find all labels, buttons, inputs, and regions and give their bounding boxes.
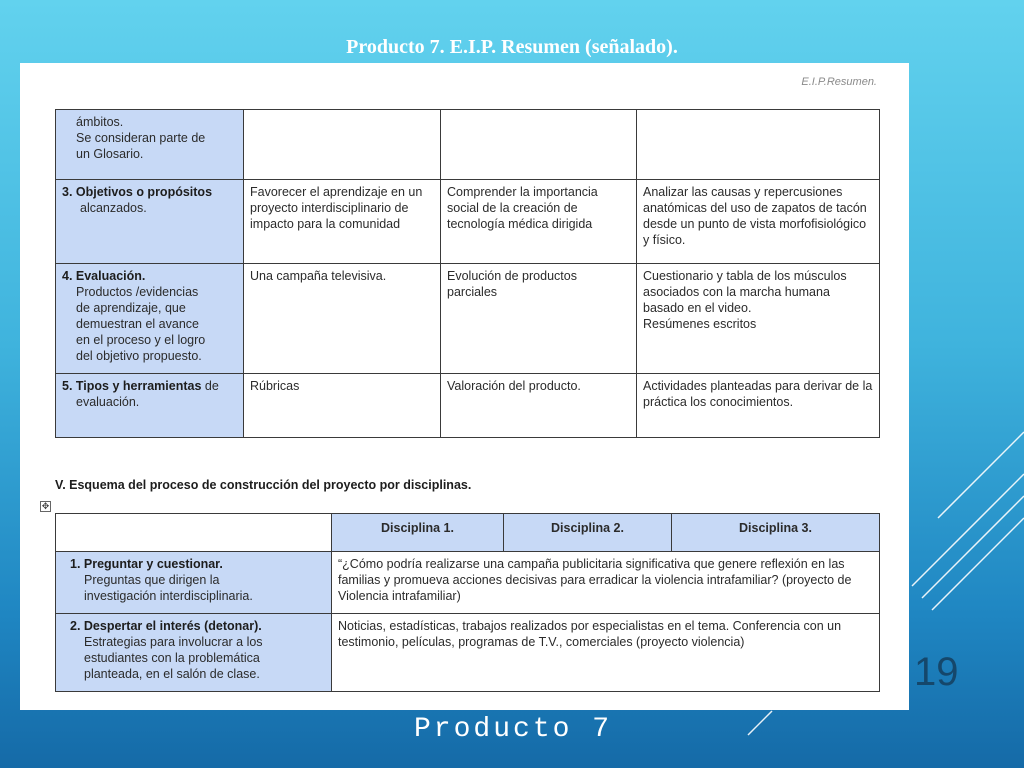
table-cell [244,110,441,180]
row-label-text: ámbitos. Se consideran parte de un Glosario. [76,115,206,161]
table-cell: Noticias, estadísticas, trabajos realizados por especialistas en el tema. Conferencia con un testimonio, películas, programas de T.V., comerciales (proyecto violencia) [332,614,880,692]
table-row [56,110,880,180]
table-cell: Cuestionario y tabla de los músculos asociados con la marcha humana basado en el video. Resúmenes escritos [637,264,880,374]
header-cell-empty [56,514,332,552]
row-label [56,374,244,438]
row-label-text: alcanzados. [80,201,147,215]
row-label [56,180,244,264]
row-label-text: Productos /evidencias de aprendizaje, que demuestran el avance en el proceso y el logro del objetivo propuesto. [76,285,206,363]
disciplines-table [55,513,880,692]
row-label [56,614,332,692]
table-cell: Comprender la importancia social de la creación de tecnología médica dirigida [441,180,637,264]
row-label-text: Preguntas que dirigen la investigación interdisciplinaria. [84,573,253,603]
table-row [56,180,880,264]
row-label-title: 1. Preguntar y cuestionar. [70,557,223,571]
table-move-handle-icon[interactable]: ✥ [41,501,50,511]
slide-title: Producto 7. E.I.P. Resumen (señalado). [346,36,678,58]
table-cell: Analizar las causas y repercusiones anatómicas del uso de zapatos de tacón desde un punto de vista morfofisiológico y físico. [637,180,880,264]
row-label-text: Estrategias para involucrar a los estudiantes con la problemática planteada, en el salón de clase. [84,635,263,681]
table-cell [637,110,880,180]
table-cell: Una campaña televisiva. [244,264,441,374]
table-cell [441,110,637,180]
row-label [56,264,244,374]
table-cell: Rúbricas [244,374,441,438]
slide-footer: Producto 7 [414,714,613,745]
evaluation-table [55,109,880,438]
table-header-row [56,514,880,552]
table-row [56,614,880,692]
table-cell: Valoración del producto. [441,374,637,438]
table-row [56,374,880,438]
header-cell-discipline-3: Disciplina 3. [672,514,880,552]
row-label [56,552,332,614]
document-header: E.I.P.Resumen. [801,76,877,88]
table-cell: “¿Cómo podría realizarse una campaña publicitaria significativa que genere reflexión en las familias y promueva acciones decisivas para erradicar la violencia intrafamiliar? (proyecto de Violencia intrafamiliar) [332,552,880,614]
document-page [20,63,909,710]
page-number: 19 [914,650,959,694]
header-cell-discipline-2: Disciplina 2. [504,514,672,552]
section-v-title: V. Esquema del proceso de construcción del proyecto por disciplinas. [55,478,472,492]
table-cell: Actividades planteadas para derivar de la práctica los conocimientos. [637,374,880,438]
table-cell: Favorecer el aprendizaje en un proyecto interdisciplinario de impacto para la comunidad [244,180,441,264]
table-row [56,264,880,374]
row-label-title-suffix: de [201,379,219,393]
row-label-title: 3. Objetivos o propósitos [62,185,213,199]
table-cell: Evolución de productos parciales [441,264,637,374]
row-label-title: 2. Despertar el interés (detonar). [70,619,262,633]
table-row [56,552,880,614]
row-label-title: 5. Tipos y herramientas [62,379,202,393]
row-label-title: 4. Evaluación. [62,269,146,283]
header-cell-discipline-1: Disciplina 1. [332,514,504,552]
row-label-text: evaluación. [76,395,140,409]
row-label [56,110,244,180]
